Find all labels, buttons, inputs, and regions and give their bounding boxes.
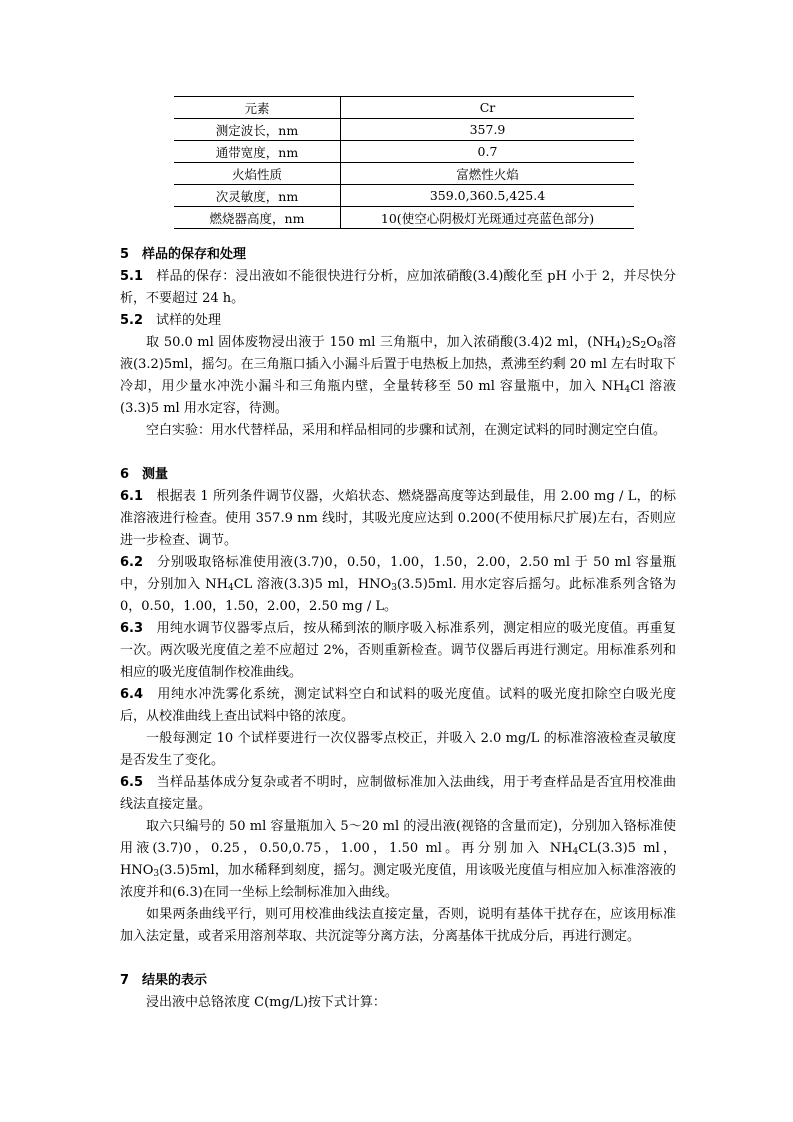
paragraph-6-1: 6.1 根据表 1 所列条件调节仪器，火焰状态、燃烧器高度等达到最佳，用 2.00 mg / L，的标准溶液进行检查。使用 357.9 nm 线时，其吸光度应达到 0.200(不使用标尺扩展)左右，否则应进一步检查、调节。 (120, 489, 676, 548)
paragraph-6-4-note: 一般每测定 10 个试样要进行一次仪器零点校正，并吸入 2.0 mg/L 的标准溶液检查灵敏度是否发生了变化。 (120, 731, 676, 768)
table-cell-value: Cr (341, 97, 635, 119)
table-cell-value: 富燃性火焰 (341, 163, 635, 185)
table-cell-parameter: 次灵敏度，nm (174, 185, 341, 207)
clause-number: 6.4 (120, 687, 144, 702)
table-cell-parameter: 火焰性质 (174, 163, 341, 185)
paragraph-6-5: 6.5 当样品基体成分复杂或者不明时，应制做标准加入法曲线，用于考查样品是否宜用校准曲线法直接定量。 (120, 775, 676, 812)
clause-number: 6.3 (120, 621, 144, 636)
paragraph-blank-test: 空白实验：用水代替样品，采用和样品相同的步骤和试剂，在测定试料的同时测定空白值。 (146, 423, 667, 438)
paragraph-6-5-conclusion: 如果两条曲线平行，则可用校准曲线法直接定量，否则，说明有基体干扰存在，应该用标准加入法定量，或者采用溶剂萃取、共沉淀等分离方法，分离基体干扰成分后，再进行测定。 (120, 907, 676, 944)
table-row (174, 185, 634, 207)
paragraph-6-2: 6.2 分别吸取铬标准使用液(3.7)0，0.50，1.00，1.50，2.00，2.50 ml 于 50 ml 容量瓶中，分别加入 $NH_4CL$ 溶液(3.3)5 ml，$HNO_3(3.5)5ml$. 用水定容后摇匀。此标准系列含铬为 0，0.50，1.00，1.50，2.00，2.50 mg / L。 (120, 555, 676, 614)
paragraph-5-2-title: 5.2 试样的处理 (120, 313, 222, 328)
paragraph-6-5-procedure: 取六只编号的 50 ml 容量瓶加入 5～20 ml 的浸出液(视铬的含量而定)，分别加入铬标准使用液(3.7)0，0.25，0.50,0.75，1.00，1.50 ml。再分别加入 $NH_4CL(3.3)5$ ml，$HNO_3(3.5)5ml$，加水稀释到刻度，摇匀。测定吸光度值，用该吸光度值与相应加入标准溶液的浓度并和(6.3)在同一坐标上绘制标准加入曲线。 (120, 819, 676, 900)
clause-number: 6.5 (120, 775, 144, 790)
paragraph-5-2-body: 取 50.0 ml 固体废物浸出液于 150 ml 三角瓶中，加入浓硝酸(3.4)2 ml，$(NH_4)_2S_2O_8$溶液(3.2)5ml，摇匀。在三角瓶口插入小漏斗后置于电热板上加热，煮沸至约剩 20 ml 左右时取下冷却，用少量水冲洗小漏斗和三角瓶内壁，全量转移至 50 ml 容量瓶中，加入 $NH_4Cl$ 溶液(3.3)5 ml 用水定容，待测。 (120, 335, 676, 416)
clause-number: 5.1 (120, 269, 144, 284)
table-row (174, 141, 634, 163)
paragraph-5-1: 5.1 样品的保存：浸出液如不能很快进行分析，应加浓硝酸(3.4)酸化至 pH 小于 2，并尽快分析，不要超过 24 h。 (120, 269, 676, 306)
clause-number: 6.1 (120, 489, 144, 504)
instrument-conditions-table (174, 96, 634, 229)
clause-number: 5.2 (120, 313, 144, 328)
clause-number: 6.2 (120, 555, 144, 570)
table-row (174, 163, 634, 185)
section-5-heading: 5 样品的保存和处理 (120, 247, 247, 262)
table-cell-parameter: 元素 (174, 97, 341, 119)
table-row (174, 97, 634, 119)
table-cell-value: 359.0,360.5,425.4 (341, 185, 635, 207)
document-body (120, 244, 676, 1014)
table-cell-parameter: 通带宽度，nm (174, 141, 341, 163)
table-cell-value: 10(使空心阴极灯光斑通过亮蓝色部分) (341, 207, 635, 229)
paragraph-7-formula-intro: 浸出液中总铬浓度 C(mg/L)按下式计算： (146, 995, 386, 1010)
table-cell-value: 0.7 (341, 141, 635, 163)
table-row (174, 207, 634, 229)
table-cell-parameter: 测定波长，nm (174, 119, 341, 141)
paragraph-6-3: 6.3 用纯水调节仪器零点后，按从稀到浓的顺序吸入标准系列，测定相应的吸光度值。再重复一次。两次吸光度值之差不应超过 2%，否则重新检查。调节仪器后再进行测定。用标准系列和相应的吸光度值制作校准曲线。 (120, 621, 676, 680)
table-cell-value: 357.9 (341, 119, 635, 141)
section-6-heading: 6 测量 (120, 467, 169, 482)
table-cell-parameter: 燃烧器高度，nm (174, 207, 341, 229)
table-row (174, 119, 634, 141)
paragraph-6-4: 6.4 用纯水冲洗雾化系统，测定试料空白和试料的吸光度值。试料的吸光度扣除空白吸光度后，从校准曲线上查出试料中铬的浓度。 (120, 687, 676, 724)
section-7-heading: 7 结果的表示 (120, 973, 208, 988)
